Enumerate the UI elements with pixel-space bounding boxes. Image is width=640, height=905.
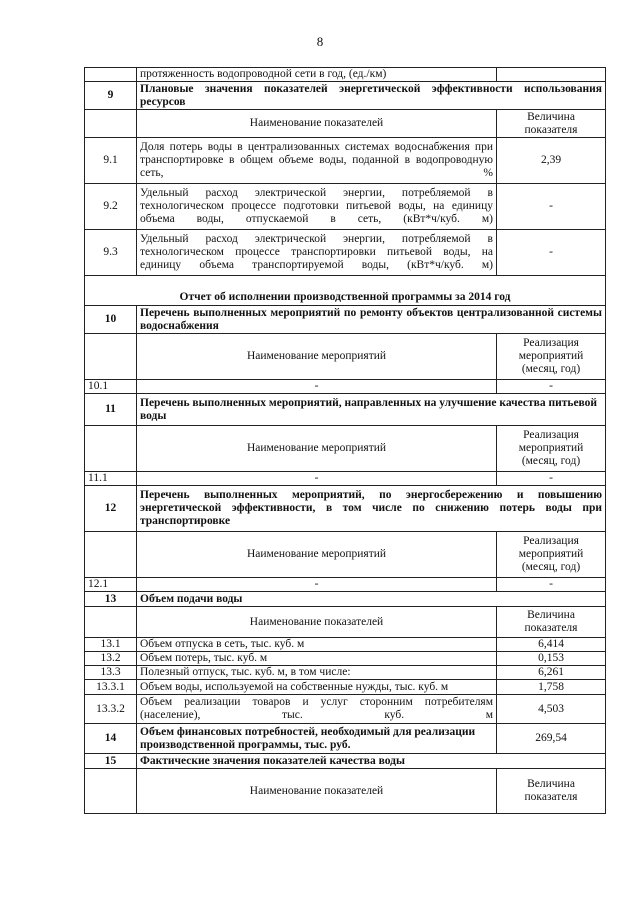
row-text: - xyxy=(137,472,497,486)
row-value: - xyxy=(497,230,606,276)
row-number-cell xyxy=(85,532,137,578)
row-text: Удельный расход электрической энергии, потребляемой в технологическом процессе транспортировки питьевой воды, на единицу объема транспортируемой воды, (кВт*ч/куб. м) xyxy=(137,230,497,276)
row-number: 11.1 xyxy=(85,472,137,486)
table-row xyxy=(85,638,606,652)
column-header-value: Величина показателя xyxy=(497,607,606,638)
row-number-cell xyxy=(85,68,137,82)
row-number: 9.1 xyxy=(85,138,137,184)
section-header-row xyxy=(85,306,606,334)
row-number: 9.2 xyxy=(85,184,137,230)
column-header-name: Наименование мероприятий xyxy=(137,426,497,472)
column-header-row xyxy=(85,532,606,578)
column-header-name: Наименование показателей xyxy=(137,607,497,638)
row-number-cell xyxy=(85,110,137,138)
section-number: 10 xyxy=(85,306,137,334)
row-text: Доля потерь воды в централизованных системах водоснабжения при транспортировке в общем объеме воды, поданной в водопроводную сеть, % xyxy=(137,138,497,184)
row-number: 12.1 xyxy=(85,578,137,592)
row-number: 13.3 xyxy=(85,666,137,680)
column-header-value: Реализация мероприятий (месяц, год) xyxy=(497,532,606,578)
section-title: Объем подачи воды xyxy=(137,592,606,607)
section-header-row xyxy=(85,82,606,110)
report-title: Отчет об исполнении производственной программы за 2014 год xyxy=(85,276,606,306)
row-value: - xyxy=(497,472,606,486)
section-title: Перечень выполненных мероприятий, направленных на улучшение качества питьевой воды xyxy=(137,394,606,426)
row-text: Объем отпуска в сеть, тыс. куб. м xyxy=(137,638,497,652)
row-text: - xyxy=(137,578,497,592)
table-row xyxy=(85,230,606,276)
section-title: Фактические значения показателей качества воды xyxy=(137,754,606,769)
row-value: 6,414 xyxy=(497,638,606,652)
report-title-row xyxy=(85,276,606,306)
table-row xyxy=(85,666,606,680)
section-header-row xyxy=(85,592,606,607)
row-number: 13.3.1 xyxy=(85,680,137,695)
row-value: 2,39 xyxy=(497,138,606,184)
table-row xyxy=(85,138,606,184)
column-header-name: Наименование показателей xyxy=(137,769,497,814)
table-row xyxy=(85,380,606,394)
column-header-value: Реализация мероприятий (месяц, год) xyxy=(497,334,606,380)
section-header-row xyxy=(85,724,606,754)
section-title: Перечень выполненных мероприятий, по энергосбережению и повышению энергетической эффективности, в том числе по снижению потерь воды при транспортировке xyxy=(137,486,606,532)
row-number-cell xyxy=(85,607,137,638)
section-number: 13 xyxy=(85,592,137,607)
row-value: - xyxy=(497,184,606,230)
row-number-cell xyxy=(85,334,137,380)
row-number: 13.2 xyxy=(85,652,137,666)
column-header-name: Наименование показателей xyxy=(137,110,497,138)
column-header-row xyxy=(85,607,606,638)
section-number: 15 xyxy=(85,754,137,769)
table-row xyxy=(85,68,606,82)
row-text: Объем потерь, тыс. куб. м xyxy=(137,652,497,666)
row-value: 0,153 xyxy=(497,652,606,666)
row-text: Объем реализации товаров и услуг сторонним потребителям (население), тыс. куб. м xyxy=(137,695,497,724)
table-row xyxy=(85,578,606,592)
row-text: Объем воды, используемой на собственные нужды, тыс. куб. м xyxy=(137,680,497,695)
section-header-row xyxy=(85,754,606,769)
row-number: 10.1 xyxy=(85,380,137,394)
row-number: 13.3.2 xyxy=(85,695,137,724)
row-text: - xyxy=(137,380,497,394)
column-header-name: Наименование мероприятий xyxy=(137,532,497,578)
row-value: - xyxy=(497,578,606,592)
s8-tail-text: протяженность водопроводной сети в год, (ед./км) xyxy=(137,68,497,82)
section-title: Плановые значения показателей энергетической эффективности использования ресурсов xyxy=(137,82,606,110)
section-value: 269,54 xyxy=(497,724,606,754)
table-row xyxy=(85,472,606,486)
section-number: 9 xyxy=(85,82,137,110)
row-number-cell xyxy=(85,426,137,472)
table-row xyxy=(85,695,606,724)
row-value: 6,261 xyxy=(497,666,606,680)
column-header-row xyxy=(85,769,606,814)
column-header-row xyxy=(85,110,606,138)
row-value: - xyxy=(497,380,606,394)
row-text: Удельный расход электрической энергии, потребляемой в технологическом процессе подготовки питьевой воды, на единицу объема воды, отпускаемой в сеть, (кВт*ч/куб. м) xyxy=(137,184,497,230)
section-header-row xyxy=(85,486,606,532)
section-title: Объем финансовых потребностей, необходимый для реализации производственной программы, тыс. руб. xyxy=(137,724,497,754)
value-cell xyxy=(497,68,606,82)
page-number: 8 xyxy=(316,34,324,49)
column-header-name: Наименование мероприятий xyxy=(137,334,497,380)
section-number: 14 xyxy=(85,724,137,754)
row-text: Полезный отпуск, тыс. куб. м, в том числе: xyxy=(137,666,497,680)
column-header-value: Реализация мероприятий (месяц, год) xyxy=(497,426,606,472)
section-number: 12 xyxy=(85,486,137,532)
section-header-row xyxy=(85,394,606,426)
table-row xyxy=(85,184,606,230)
row-number: 13.1 xyxy=(85,638,137,652)
column-header-value: Величина показателя xyxy=(497,110,606,138)
program-table xyxy=(84,67,606,814)
table-row xyxy=(85,680,606,695)
row-value: 1,758 xyxy=(497,680,606,695)
section-title: Перечень выполненных мероприятий по ремонту объектов централизованной системы водоснабжения xyxy=(137,306,606,334)
row-value: 4,503 xyxy=(497,695,606,724)
column-header-row xyxy=(85,426,606,472)
column-header-value: Величина показателя xyxy=(497,769,606,814)
section-number: 11 xyxy=(85,394,137,426)
row-number: 9.3 xyxy=(85,230,137,276)
table-row xyxy=(85,652,606,666)
column-header-row xyxy=(85,334,606,380)
row-number-cell xyxy=(85,769,137,814)
